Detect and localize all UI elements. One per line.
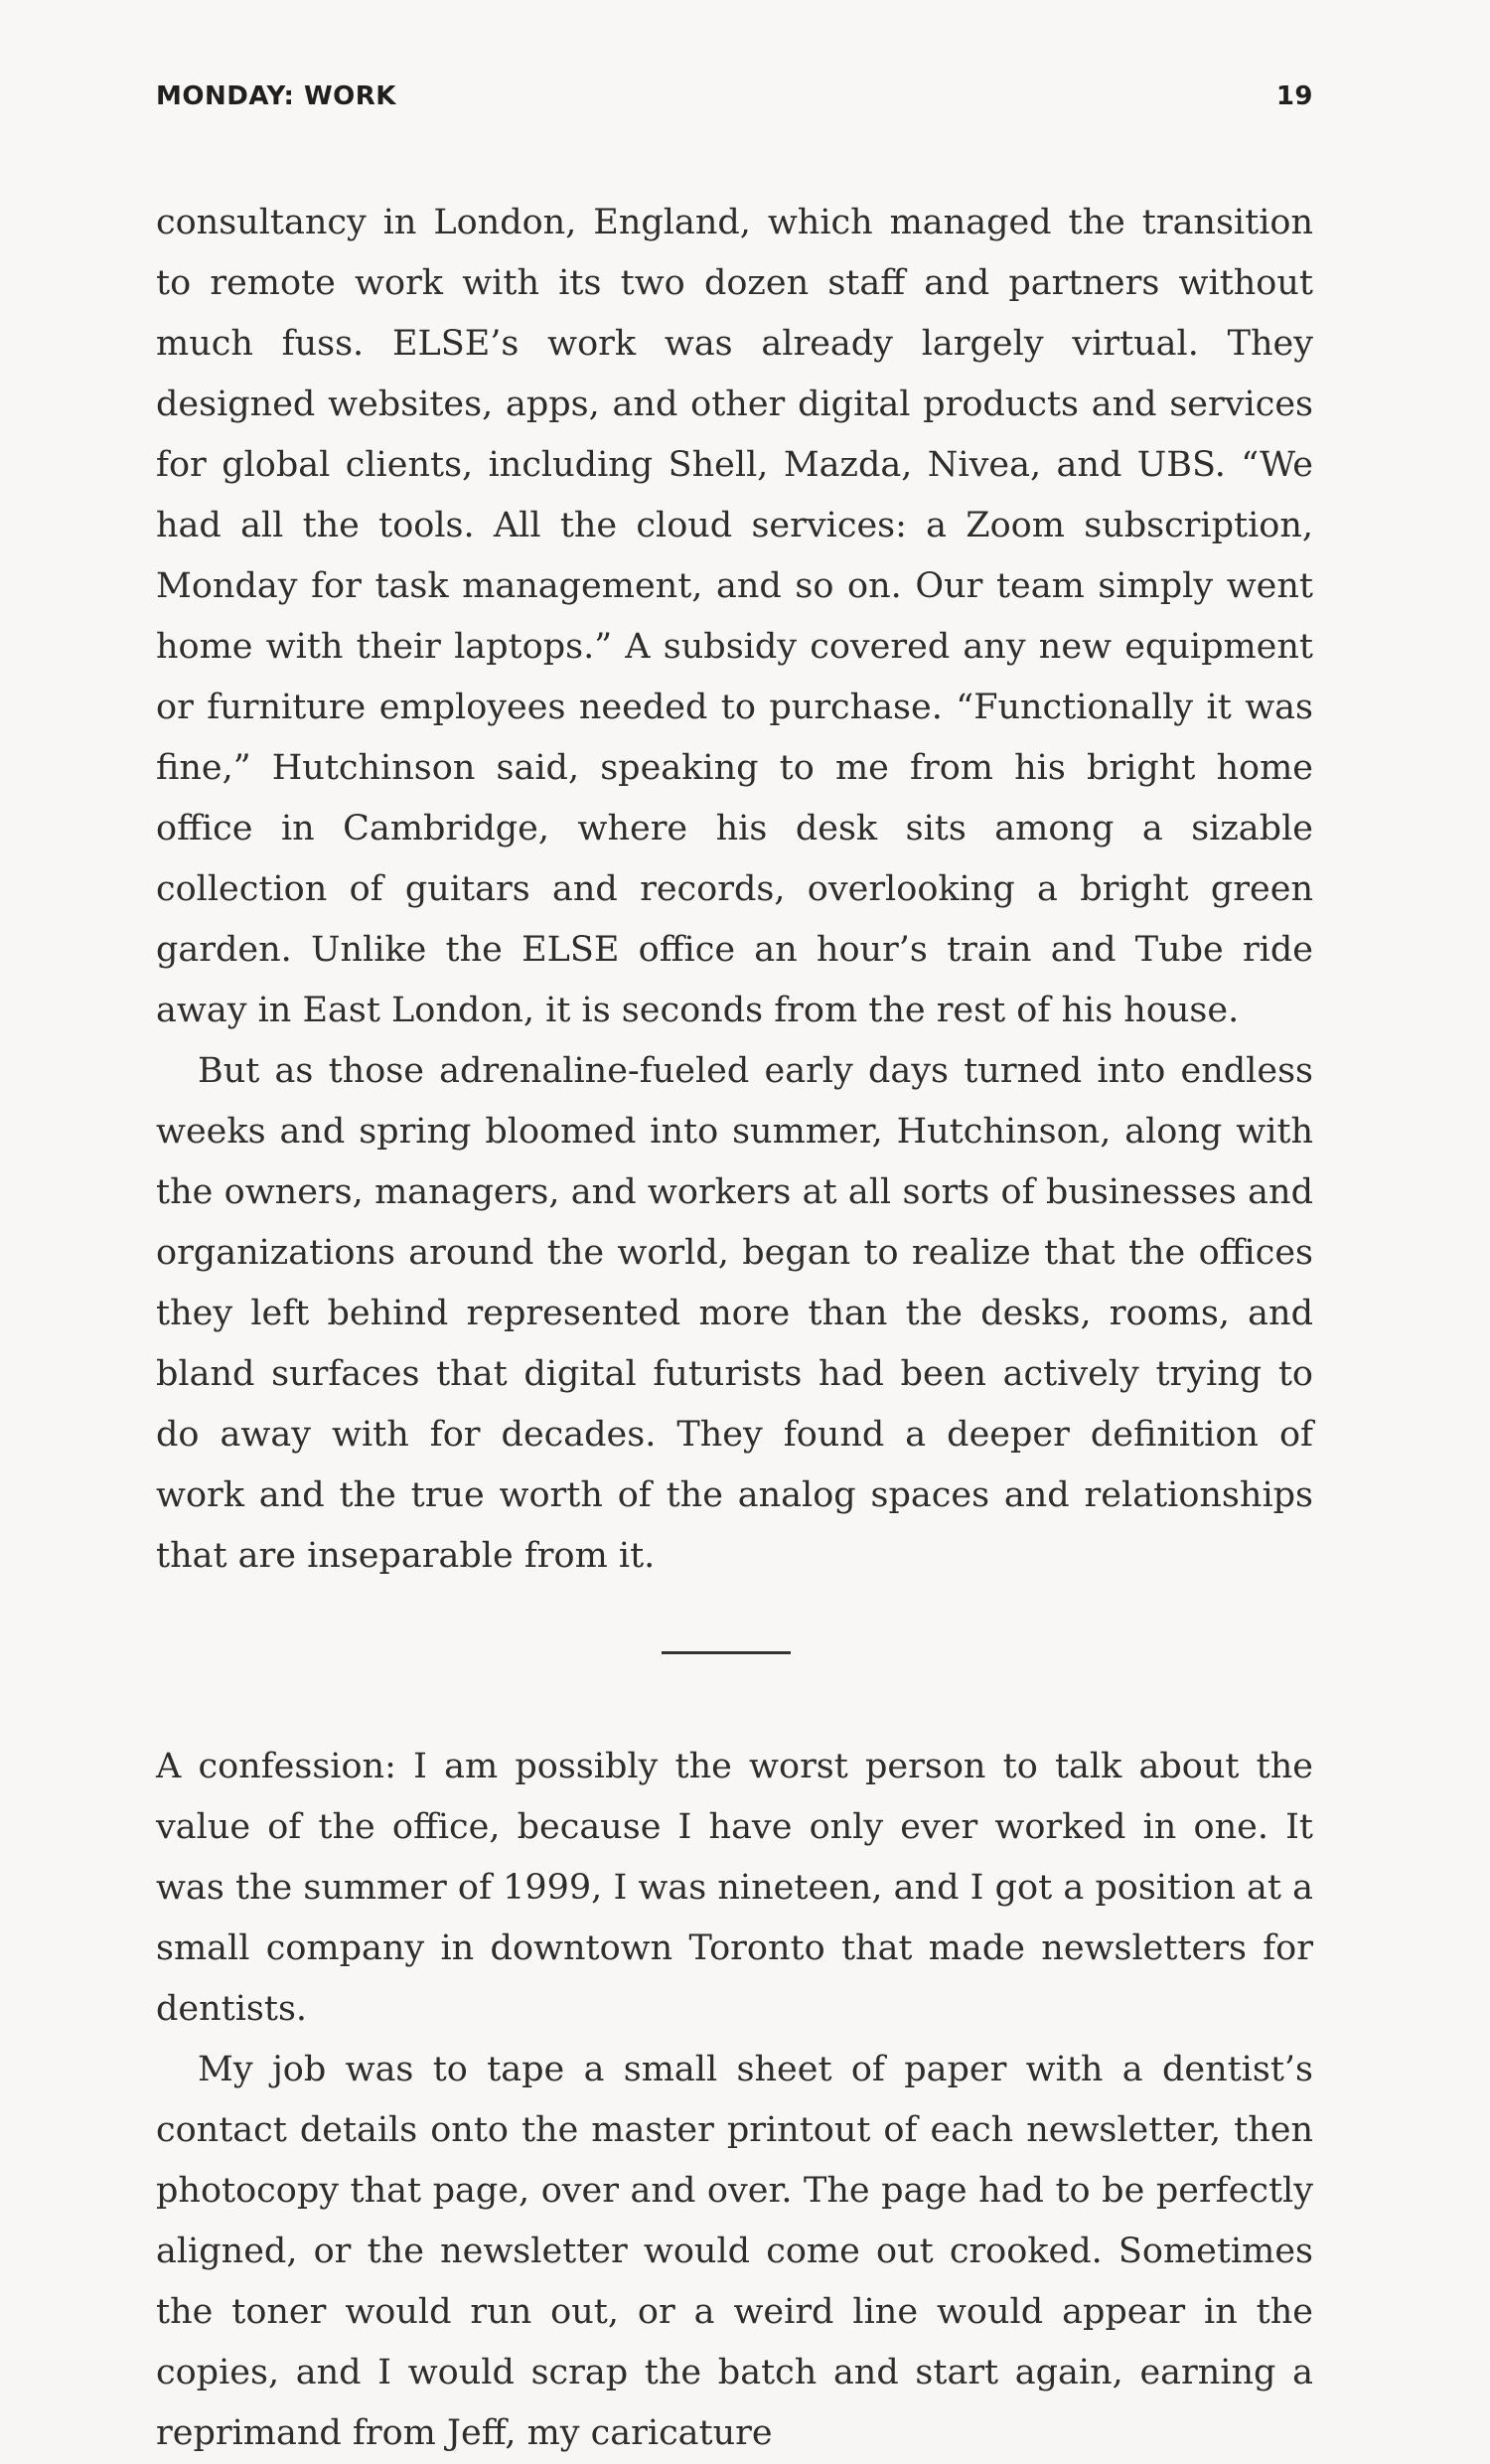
section-break	[156, 1587, 1313, 1737]
paragraph: But as those adrenaline-fueled early days turned into endless weeks and spring bloomed into summer, Hutchinson, along with the owners, managers, and workers at all sorts of businesses and organizations around the world, began to realize that the offices they left behind represented more than the desks, rooms, and bland surfaces that digital futurists had been actively trying to do away with for decades. They found a deeper definition of work and the true worth of the analog spaces and relationships that are inseparable from it.	[156, 1051, 1313, 1576]
paragraph: A confession: I am possibly the worst person to talk about the value of the office, because I have only ever worked in one. It was the summer of 1999, I was nineteen, and I got a position at a small company in downtown Toronto that made newsletters for dentists.	[156, 1747, 1313, 2029]
page-number: 19	[1275, 81, 1313, 111]
paragraph: My job was to tape a small sheet of paper with a dentist’s contact details onto the master printout of each newsletter, then photocopy that page, over and over. The page had to be perfectly aligned, or the newsletter would come out crooked. Sometimes the toner would run out, or a weird line would appear in the copies, and I would scrap the batch and start again, earning a reprimand from Jeff, my caricature	[156, 2050, 1313, 2453]
section-break-rule	[662, 1651, 791, 1654]
paragraph: consultancy in London, England, which managed the transition to remote work with its two dozen staff and partners without much fuss. ELSE’s work was already largely virtual. They designed websites, apps, and other digital products and services for global clients, including Shell, Mazda, Nivea, and UBS. “We had all the tools. All the cloud services: a Zoom subscription, Monday for task management, and so on. Our team simply went home with their laptops.” A subsidy covered any new equipment or furniture employees needed to purchase. “Functionally it was fine,” Hutchinson said, speaking to me from his bright home office in Cambridge, where his desk sits among a sizable collection of guitars and records, overlooking a bright green garden. Unlike the ELSE office an hour’s train and Tube ride away in East London, it is seconds from the rest of his house.	[156, 203, 1313, 1030]
running-head	[156, 81, 1313, 121]
body-text	[156, 193, 1313, 2464]
running-title: MONDAY: WORK	[156, 81, 396, 111]
